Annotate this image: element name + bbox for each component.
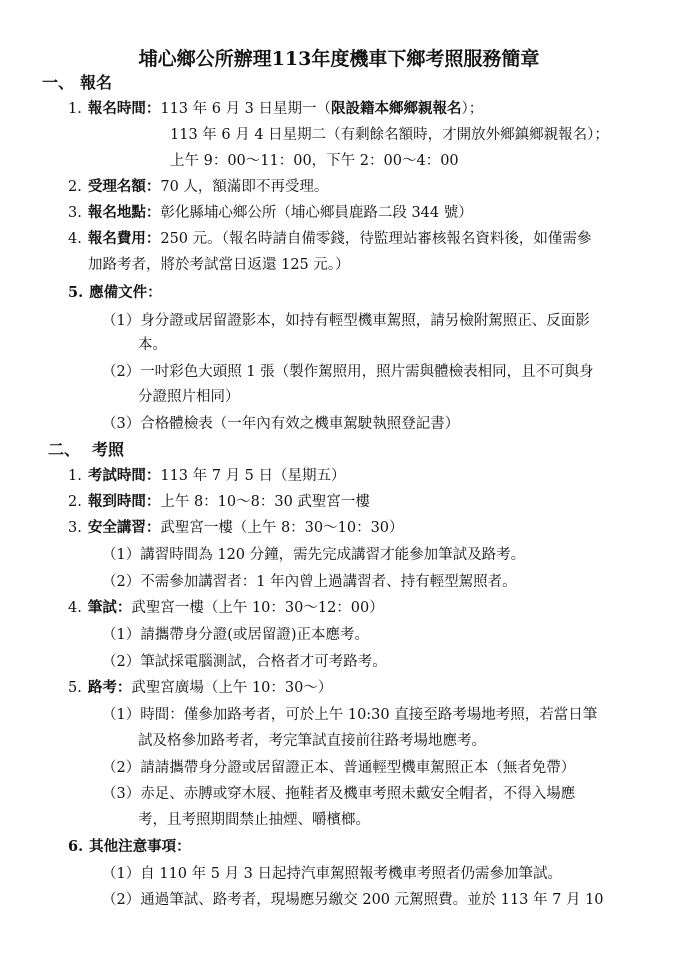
text-line: 考，且考照期間禁止抽煙、嚼檳榔。 <box>138 812 370 828</box>
sub-item: （1）講習時間為 120 分鐘，需先完成講習才能參加筆試及路考。 <box>102 547 526 563</box>
item-checkin-time: 2. 報到時間：上午 8：10～8：30 武聖宮一樓 <box>68 493 370 510</box>
section-heading-registration: 一、 報名 <box>42 73 113 92</box>
sub-item: （1）身分證或居留證影本，如持有輕型機車駕照，請另檢附駕照正、反面影 <box>102 313 590 329</box>
item-written-test: 4. 筆試：武聖宮一樓（上午 10：30～12：00） <box>68 599 384 616</box>
item-fee: 4. 報名費用：250 元。（報名時請自備零錢，待監理站審核報名資料後，如僅需參 <box>68 230 592 247</box>
text-line: 試及格參加路考者，考完筆試直接前往路考場地應考。 <box>138 733 486 749</box>
sub-item: （3）合格體檢表（一年內有效之機車駕駛執照登記書） <box>102 416 460 432</box>
sub-item: （1）時間：僅參加路考者，可於上午 10:30 直接至路考場地考照，若當日筆 <box>102 707 598 723</box>
item-safety-lecture: 3. 安全講習：武聖宮一樓（上午 8：30～10：30） <box>68 519 404 536</box>
item-location: 3. 報名地點：彰化縣埔心鄉公所（埔心鄉員鹿路二段 344 號） <box>68 204 473 221</box>
item-other-notes: 6. 其他注意事項： <box>68 838 191 855</box>
sub-item: （3）赤足、赤膊或穿木屐、拖鞋者及機車考照未戴安全帽者，不得入場應 <box>102 786 576 802</box>
item-road-test: 5. 路考：武聖宮廣場（上午 10：30～） <box>68 679 333 696</box>
sub-item: （2）一吋彩色大頭照 1 張（製作駕照用，照片需與體檢表相同，且不可與身 <box>102 364 594 380</box>
sub-item: （2）請請攜帶身分證或居留證正本、普通輕型機車駕照正本（無者免帶） <box>102 760 576 776</box>
text-line: 加路考者，將於考試當日返還 125 元。） <box>88 257 350 273</box>
text-line: 上午 9：00～11：00，下午 2：00～4：00 <box>170 153 459 169</box>
document-title: 埔心鄉公所辦理113年度機車下鄉考照服務簡章 <box>138 48 540 70</box>
item-registration-time: 1. 報名時間：113 年 6 月 3 日星期一（限設籍本鄉鄉親報名）； <box>68 100 484 117</box>
item-required-documents: 5. 應備文件： <box>68 284 162 301</box>
sub-item: （1）自 110 年 5 月 3 日起持汽車駕照報考機車考照者仍需參加筆試。 <box>102 866 563 882</box>
section-heading-exam: 二、 考照 <box>48 440 125 459</box>
text-line: 本。 <box>138 337 167 353</box>
text-line: 113 年 6 月 4 日星期二（有剩餘名額時，才開放外鄉鎮鄉親報名）； <box>170 127 609 143</box>
item-exam-time: 1. 考試時間：113 年 7 月 5 日（星期五） <box>68 467 346 484</box>
sub-item: （2）不需參加講習者：1 年內曾上過講習者、持有輕型駕照者。 <box>102 574 517 590</box>
item-quota: 2. 受理名額：70 人，額滿即不再受理。 <box>68 178 329 195</box>
sub-item: （2）通過筆試、路考者，現場應另繳交 200 元駕照費。並於 113 年 7 月 10 <box>102 892 604 908</box>
sub-item: （2）筆試採電腦測試，合格者才可考路考。 <box>102 654 387 670</box>
text-line: 分證照片相同） <box>138 389 240 405</box>
sub-item: （1）請攜帶身分證(或居留證)正本應考。 <box>102 627 370 643</box>
